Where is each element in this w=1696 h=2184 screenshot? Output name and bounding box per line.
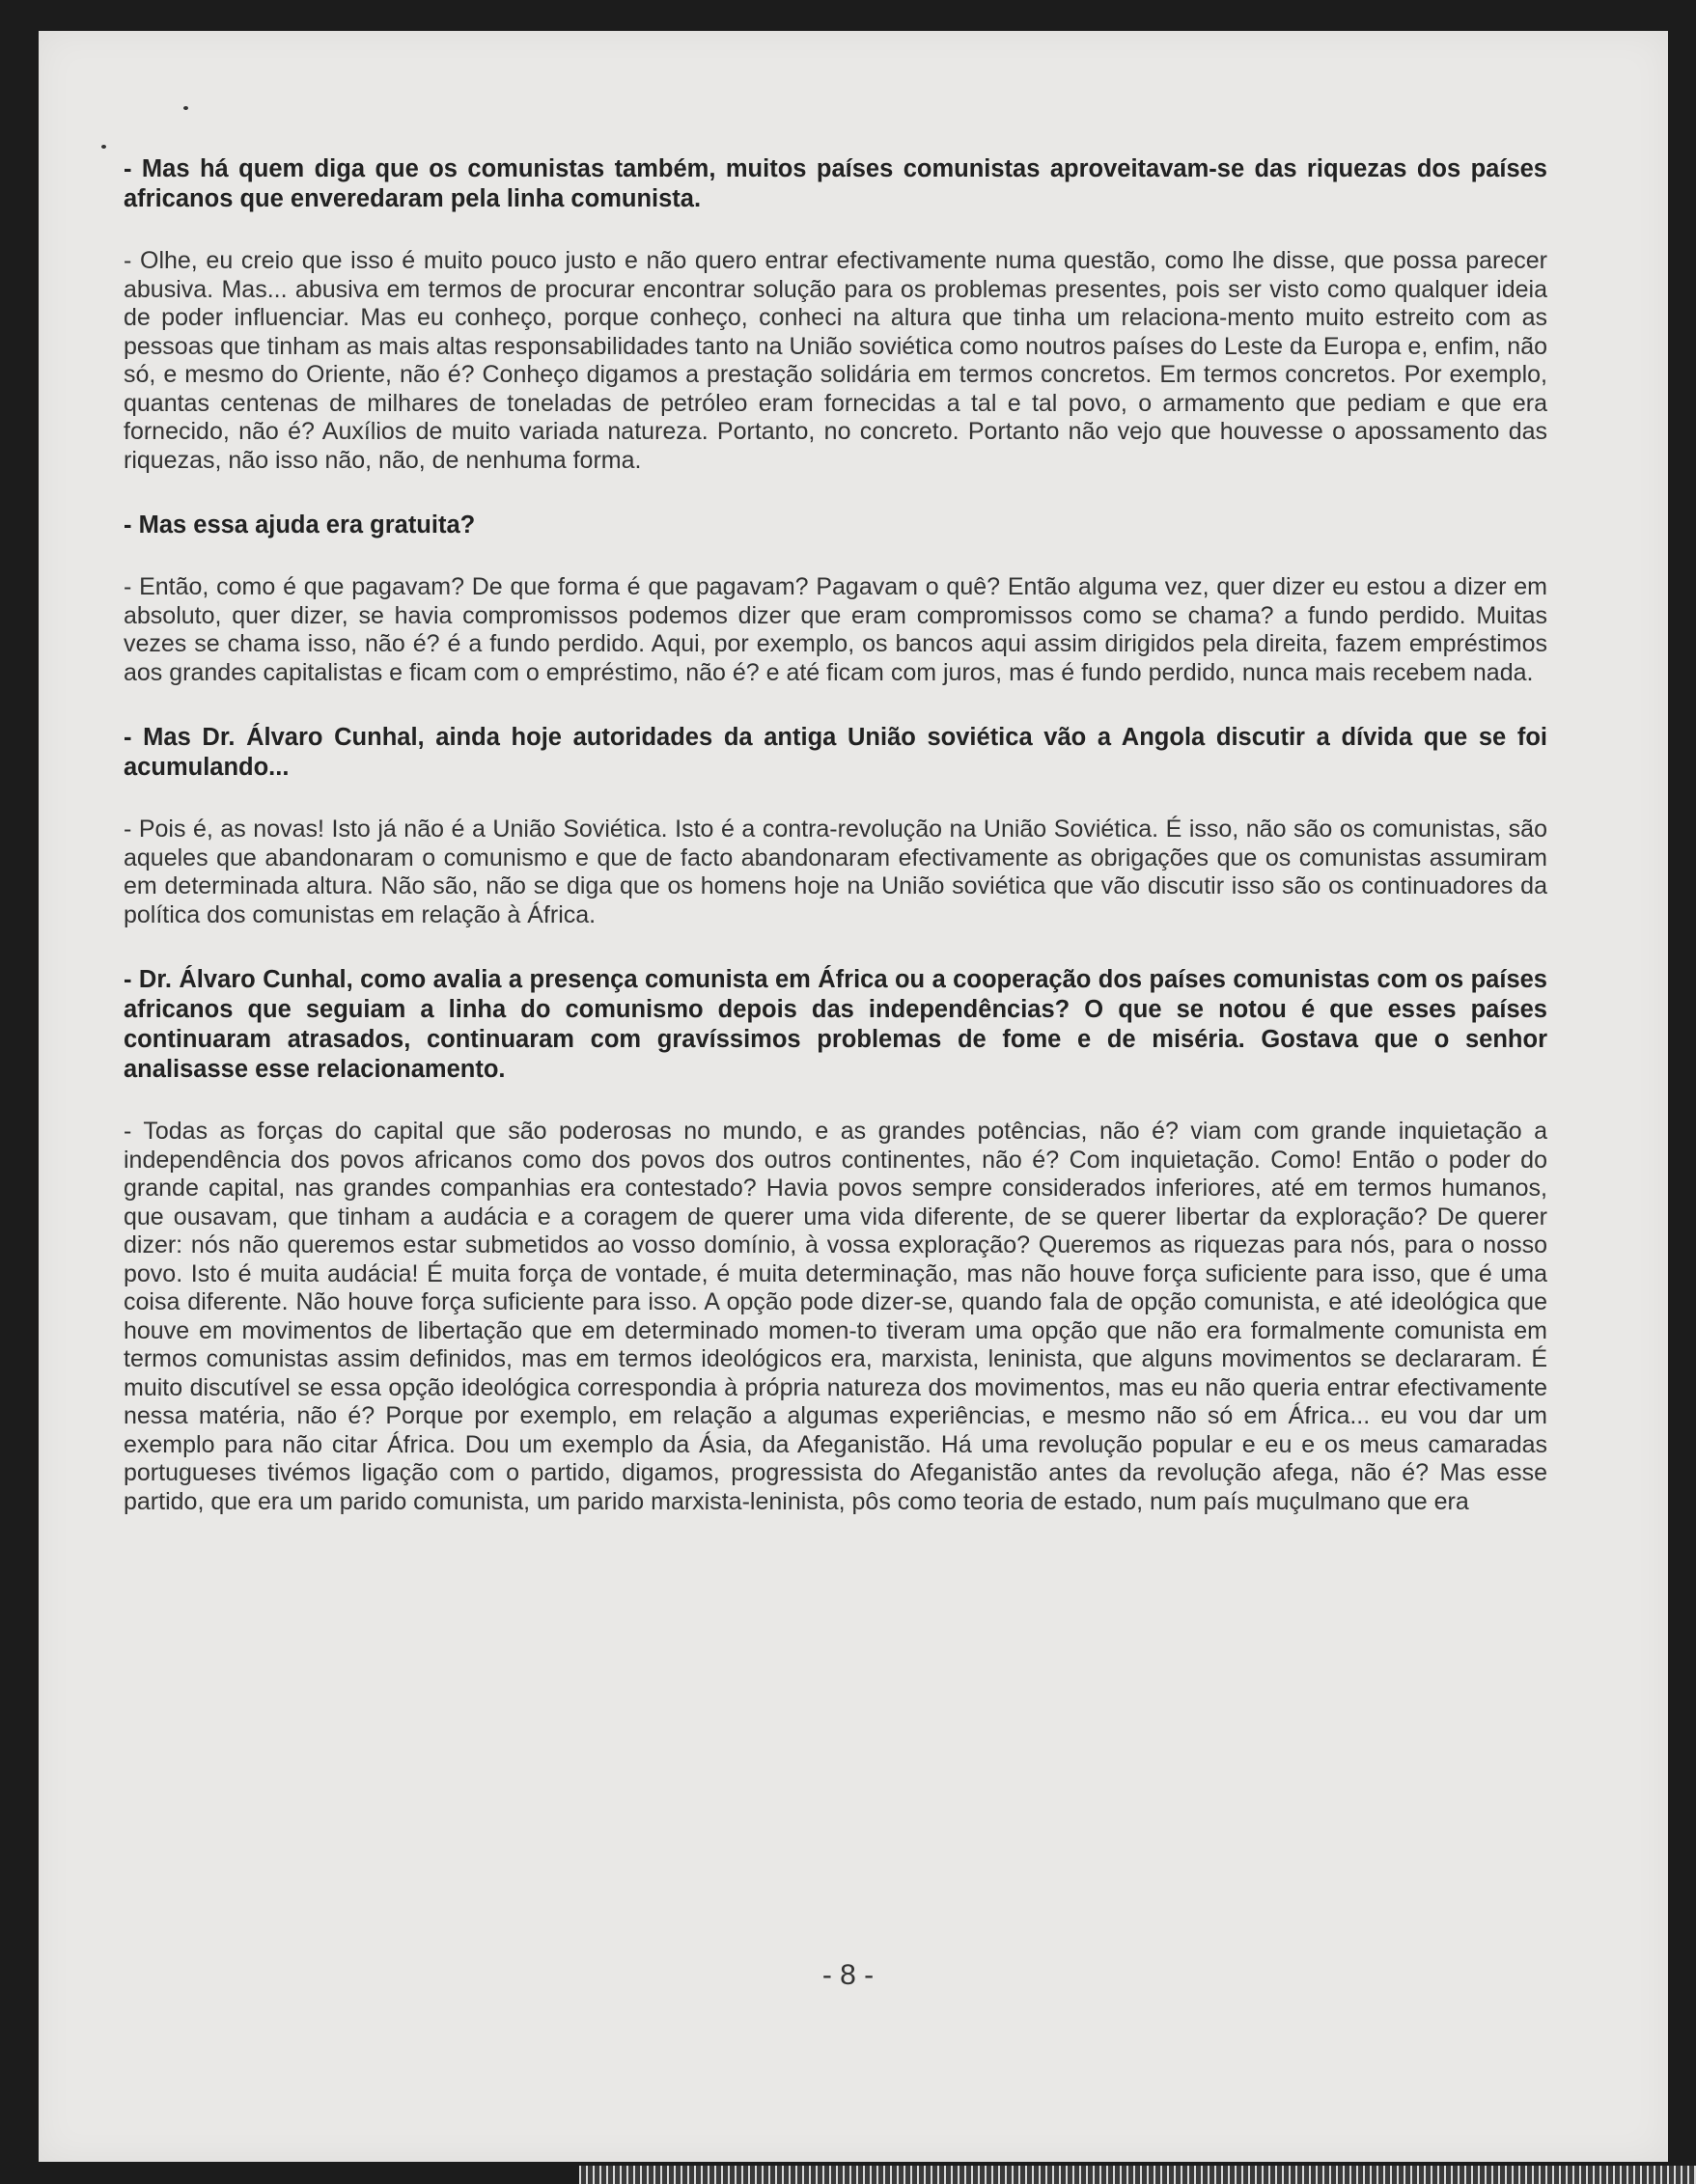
interview-answer: - Pois é, as novas! Isto já não é a União Soviética. Isto é a contra-revolução na União Soviética. É isso, não são os comunistas, são aqueles que abandonaram o comunismo e que de facto abandonaram efectivamente as obrigações que os comunistas assumiram em determinada altura. Não são, não se diga que os homens hoje na União soviética que vão discutir isso são os continuadores da política dos comunistas em relação à África.	[124, 816, 1547, 928]
interview-question: - Dr. Álvaro Cunhal, como avalia a presença comunista em África ou a cooperação dos países comunistas com os países africanos que seguiam a linha do comunismo depois das independências? O que se notou é que esses países continuaram atrasados, continuaram com gravíssimos problemas de fome e de miséria. Gostava que o senhor analisasse esse relacionamento.	[124, 966, 1547, 1083]
interview-answer: - Olhe, eu creio que isso é muito pouco justo e não quero entrar efectivamente numa questão, como lhe disse, que possa parecer abusiva. Mas... abusiva em termos de procurar encontrar solução para os problemas presentes, pois ser visto como qualquer ideia de poder influenciar. Mas eu conheço, porque conheço, conheci na altura que tinha um relaciona-mento muito estreito com as pessoas que tinham as mais altas responsabilidades tanto na União soviética como noutros países do Leste da Europa e, enfim, não só, e mesmo do Oriente, não é? Conheço digamos a prestação solidária em termos concretos. Em termos concretos. Por exemplo, quantas centenas de milhares de toneladas de petróleo eram fornecidas a tal e tal povo, o armamento que pediam e que era fornecido, não é? Auxílios de muito variada natureza. Portanto, no concreto. Portanto não vejo que houvesse o apossamento das riquezas, não isso não, não, de nenhuma forma.	[124, 247, 1547, 474]
page-number: - 8 -	[821, 1959, 875, 1991]
scan-ruler	[579, 2166, 1696, 2184]
interview-question: - Mas essa ajuda era gratuita?	[124, 511, 476, 539]
interview-question: - Mas Dr. Álvaro Cunhal, ainda hoje autoridades da antiga União soviética vão a Angola discutir a dívida que se foi acumulando...	[124, 724, 1547, 781]
interview-answer: - Então, como é que pagavam? De que forma é que pagavam? Pagavam o quê? Então alguma vez, quer dizer eu estou a dizer em absoluto, quer dizer, se havia compromissos podemos dizer que eram compromissos como se chama? a fundo perdido. Muitas vezes se chama isso, não é? é a fundo perdido. Aqui, por exemplo, os bancos aqui assim dirigidos pela direita, fazem empréstimos aos grandes capitalistas e ficam com o empréstimo, não é? e até ficam com juros, mas é fundo perdido, nunca mais recebem nada.	[124, 573, 1547, 686]
document-body	[124, 154, 1547, 1552]
speck-mark	[183, 106, 188, 110]
speck-mark	[101, 145, 106, 149]
interview-answer: - Todas as forças do capital que são poderosas no mundo, e as grandes potências, não é? viam com grande inquietação a independência dos povos africanos como dos povos dos outros continentes, não é? Com inquietação. Como! Então o poder do grande capital, nas grandes companhias era contestado? Havia povos sempre considerados inferiores, até em termos humanos, que ousavam, que tinham a audácia e a coragem de querer uma vida diferente, de se querer libertar da exploração? De querer dizer: nós não queremos estar submetidos ao vosso domínio, à vossa exploração? Queremos as riquezas para nós, para o nosso povo. Isto é muita audácia! É muita força de vontade, é muita determinação, mas não houve força suficiente para isso, que é uma coisa diferente. Não houve força suficiente para isso. A opção pode dizer-se, quando fala de opção comunista, e até ideológica que houve em movimentos de libertação que em determinado momen-to tiveram uma opção que não era formalmente comunista em termos comunistas assim definidos, mas em termos ideológicos era, marxista, leninista, que alguns movimentos se declararam. É muito discutível se essa opção ideológica correspondia à própria natureza dos movimentos, mas eu não queria entrar efectivamente nessa matéria, não é? Porque por exemplo, em relação a algumas experiências, e mesmo não só em África... eu vou dar um exemplo para não citar África. Dou um exemplo da Ásia, da Afeganistão. Há uma revolução popular e eu e os meus camaradas portugueses tivémos ligação com o partido, digamos, progressista do Afeganistão antes da revolução afega, não é? Mas esse partido, que era um parido comunista, um parido marxista-leninista, pôs como teoria de estado, num país muçulmano que era	[124, 1118, 1547, 1515]
interview-question: - Mas há quem diga que os comunistas também, muitos países comunistas aproveitavam-se das riquezas dos países africanos que enveredaram pela linha comunista.	[124, 155, 1547, 212]
